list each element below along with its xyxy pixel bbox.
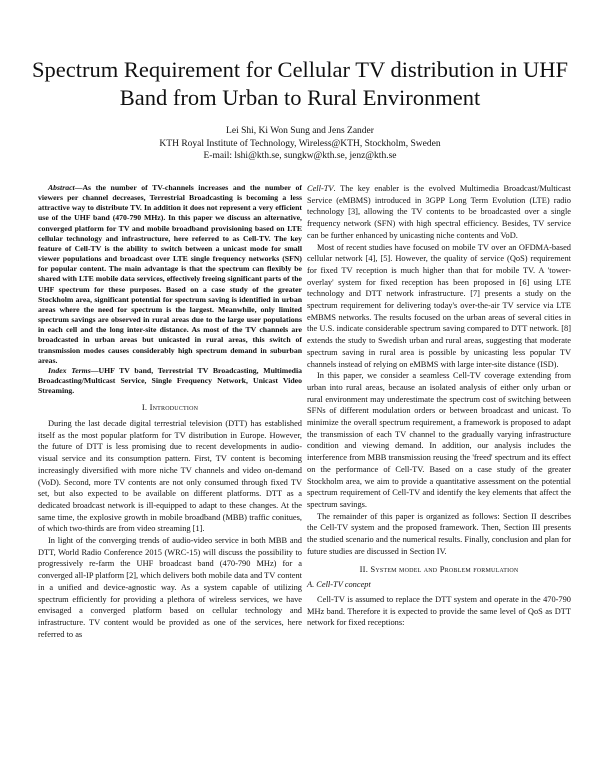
intro-paragraph-2-tail: . The key enabler is the evolved Multimedia Broadcast/Multicast Service (eMBMS) introduced in 3GPP Long Term Evolution (LTE) radio technology [3], allowing the TV contents to be broadcasted over a single frequency network (SFN) with high spectral efficiency. Besides, TV service can be further enhanced by unicasting niche contents and VoD.	[307, 184, 571, 240]
system-paragraph-1: Cell-TV is assumed to replace the DTT system and operate in the 470-790 MHz band. Therefore it is expected to provide the same level of QoS as DTT network for fixed receptions:	[307, 594, 571, 628]
author-names: Lei Shi, Ki Won Sung and Jens Zander	[226, 126, 374, 136]
section-heading-system-model: II. System model and Problem formulation	[359, 563, 519, 574]
abstract-paragraph	[38, 183, 302, 366]
cell-tv-term: Cell-TV	[307, 184, 334, 193]
intro-paragraph-2-text: In light of the converging trends of audio-video service in both MBB and DTT, World Radio Conference 2015 (WRC-15) will discuss the possibility to progressively re-farm the UHF broadcast band (470-790 MHz) for a converged all-IP platform [2], which delivers both mobile data and TV content in a unified and device-agnostic way. As a system capable of utilizing spectrum efficiently for providing a plethora of wireless services, we have envisaged a converged platform based on cellular technology and infrastructure. TV content would be provided as one of the services, here referred to as	[38, 536, 302, 639]
right-column	[307, 183, 571, 629]
intro-paragraph-2	[38, 535, 302, 640]
intro-paragraph-2-continued	[307, 183, 571, 242]
intro-paragraph-1: During the last decade digital terrestrial television (DTT) has established itself as the most popular platform for TV distribution in Europe. However, the future of DTT is less promising due to recent developments in audio-visual service and its consumption pattern. First, TV content is becoming increasingly diversified with more niche TV channels and video on-demand (VoD). Second, more TV contents are not only consumed through fixed TV set, but also expected to be available on different platforms. DTT as a dedicated broadcast network is ill-equipped to adapt to these changes. At the same time, the explosive growth in mobile broadband (MBB) traffic conitues, of which two-thirds are from video streaming [1].	[38, 418, 302, 534]
paper-title: Spectrum Requirement for Cellular TV distribution in UHF Band from Urban to Rural Environment	[32, 57, 568, 110]
author-affiliation: KTH Royal Institute of Technology, Wireless@KTH, Stockholm, Sweden	[159, 138, 441, 149]
index-terms-lead: Index Terms	[48, 365, 91, 375]
intro-paragraph-4: In this paper, we consider a seamless Cell-TV coverage extending from urban into rural areas, because an isolated analysis of either only urban or rural environment may underestimate the spectrum cost of switching between SFNs of different modulation orders or between broadcast and unicast. To minimize the overall spectrum requirement, a framework is proposed to adapt the transmission of each TV channel to the gradually varying infrastructure condition and viewing demand. In addition, our analysis includes the interference from MBB transmission reusing the 'freed' spectrum and its effect on the performance of Cell-TV. Based on a case study of the greater Stockholm area, we aim to provide a quantitative assessment on the potential spectrum requirement of Cell-TV and identify the key elements that affect the spectrum savings.	[307, 371, 571, 509]
author-block	[0, 125, 600, 163]
subsection-heading-cell-tv: A. Cell-TV concept	[307, 580, 371, 590]
author-email: E-mail: lshi@kth.se, sungkw@kth.se, jenz@kth.se	[203, 151, 397, 161]
abstract	[38, 183, 302, 396]
index-terms-text: —UHF TV band, Terrestrial TV Broadcasting, Multimedia Broadcasting/Multicast Service, Single Frequency Network, Unicast Video Streaming.	[38, 365, 303, 396]
intro-paragraph-3: Most of recent studies have focused on mobile TV over an OFDMA-based cellular network [4], [5]. However, the quality of service (QoS) requirement for fixed TV reception is much higher than that for mobile TV. A 'tower-overlay' system for fixed reception has been proposed in [6] using LTE technology and DTT network infrastructure. [7] presents a study on the spectrum requirement for delivering today's over-the-air TV service via LTE eMBMS networks. The results focused on the urban areas of several cities in the U.S. indicate considerable spectrum saving compared to DTT network. [8] extends the study to Swedish urban and rural areas, suggesting that moderate spectrum saving in rural area is possible by unicasting less popular TV channels instead of relying on eMBMS with large inter-site distance (ISD).	[307, 242, 571, 369]
abstract-text: —As the number of TV-channels increases and the number of viewers per channel decreases, Terrestrial Broadcasting is becoming a less attractive way to distribute TV. In addition it does not represent a very efficient use of the UHF band (470-790 MHz). In this paper we discuss an alternative, converged platform for TV and mobile broadband provisioning based on LTE cellular technology and infrastructure, here referred to as Cell-TV. The key feature of Cell-TV is the ability to switch between a unicast mode for small viewer populations and broadcast over LTE single frequency networks (SFN) for popular content. The main advantage is that the spectrum can flexibly be shared with LTE mobile data services, effectively freeing significant parts of the UHF spectrum for these purposes. Based on a case study of the greater Stockholm area, significant potential for spectrum saving is identified in urban areas where the need for spectrum is the largest. Meanwhile, only limited spectrum savings are observed in rural areas due to the large user populations in each cell and the long inter-site distance. As most of the TV channels are broadcasted in urban areas but unicasted in rural areas, this switch of transmission modes causes considerably high spectrum demand in suburban areas.	[38, 183, 302, 365]
intro-paragraph-5: The remainder of this paper is organized as follows: Section II describes the Cell-TV system and the proposed framework. Then, Section III presents the studied scenario and the numerical results. Finally, conclusion and plan for future studies are discussed in Section IV.	[307, 511, 571, 556]
left-column	[38, 183, 302, 640]
section-heading-introduction: I. Introduction	[141, 402, 199, 413]
abstract-lead: Abstract	[48, 183, 75, 192]
index-terms	[38, 366, 302, 396]
